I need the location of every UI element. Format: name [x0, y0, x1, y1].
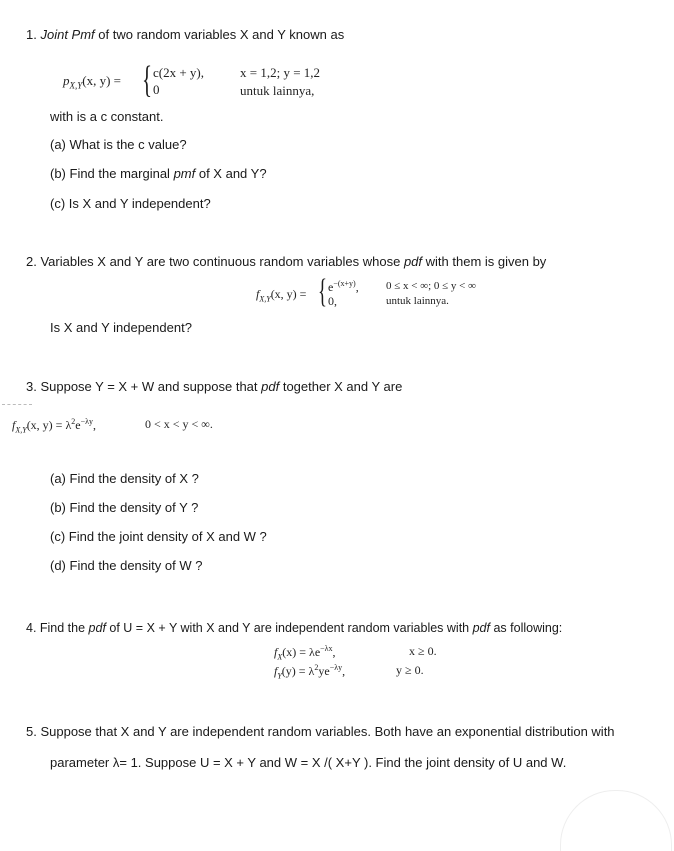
q1-part-c: (c) Is X and Y independent? — [50, 196, 211, 211]
q1-part-a: (a) What is the c value? — [50, 137, 187, 152]
q2-case1-cond: 0 ≤ x < ∞; 0 ≤ y < ∞ — [386, 280, 476, 292]
q1-case1-expr: c(2x + y), — [153, 65, 205, 80]
decorative-arc — [560, 790, 672, 851]
q1-formula-lhs: $p_{X,Y}(x$, y) = — [63, 73, 122, 91]
q1-case2-cond: untuk lainnya, — [240, 83, 315, 98]
q2-case2-cond: untuk lainnya. — [386, 295, 449, 307]
q2-formula-brace: { — [318, 273, 327, 310]
q2-case2-expr: 0, — [328, 294, 337, 308]
q5-line1: 5. Suppose that X and Y are independent random variables. Both have an exponential distribution with — [26, 724, 615, 739]
q4-fx-formula: $f_X(x) = \lambda e^{-\lambda x}$, — [274, 644, 336, 662]
q2-case1-expr: $e^{-(x+y)}$, — [328, 279, 359, 294]
q4-fy-cond: y ≥ 0. — [396, 663, 424, 677]
q1-case2-expr: 0 — [153, 82, 160, 97]
q2-intro: 2. Variables X and Y are two continuous random variables whose pdf with them is given by — [26, 254, 547, 269]
q2-question: Is X and Y independent? — [50, 320, 192, 335]
q4-fy-formula: $f_Y(y) = \lambda^2ye^{-\lambda y}$, — [274, 663, 346, 681]
q4-intro: 4. Find the pdf of U = X + Y with X and Y are independent random variables with pdf as following: — [26, 621, 563, 635]
q1-formula-brace: { — [142, 59, 153, 101]
q1-intro: 1. Joint Pmf of two random variables X and Y known as — [26, 27, 345, 42]
q1-with-constant: with is a c constant. — [50, 109, 164, 124]
q3-part-b: (b) Find the density of Y ? — [50, 500, 199, 515]
q2-formula-lhs: $f_{X,Y}(x$, y) = — [256, 287, 307, 304]
q3-intro: 3. Suppose Y = X + W and suppose that pdf together X and Y are — [26, 379, 403, 394]
q3-formula-lhs: $f_{X,Y}(x$, $y) = \lambda^2e^{-\lambda y}$, — [12, 417, 96, 435]
q4-fx-cond: x ≥ 0. — [409, 644, 437, 658]
q1-part-b: (b) Find the marginal pmf of X and Y? — [50, 166, 267, 181]
q3-formula-cond: 0 < x < y < ∞. — [145, 417, 213, 431]
q3-part-d: (d) Find the density of W ? — [50, 558, 203, 573]
q3-part-a: (a) Find the density of X ? — [50, 471, 199, 486]
decorative-dash — [2, 404, 32, 406]
q3-part-c: (c) Find the joint density of X and W ? — [50, 529, 267, 544]
q5-line2: parameter λ= 1. Suppose U = X + Y and W = X /( X+Y ). Find the joint density of U and W. — [50, 755, 567, 770]
q1-case1-cond: x = 1,2; y = 1,2 — [240, 65, 321, 80]
